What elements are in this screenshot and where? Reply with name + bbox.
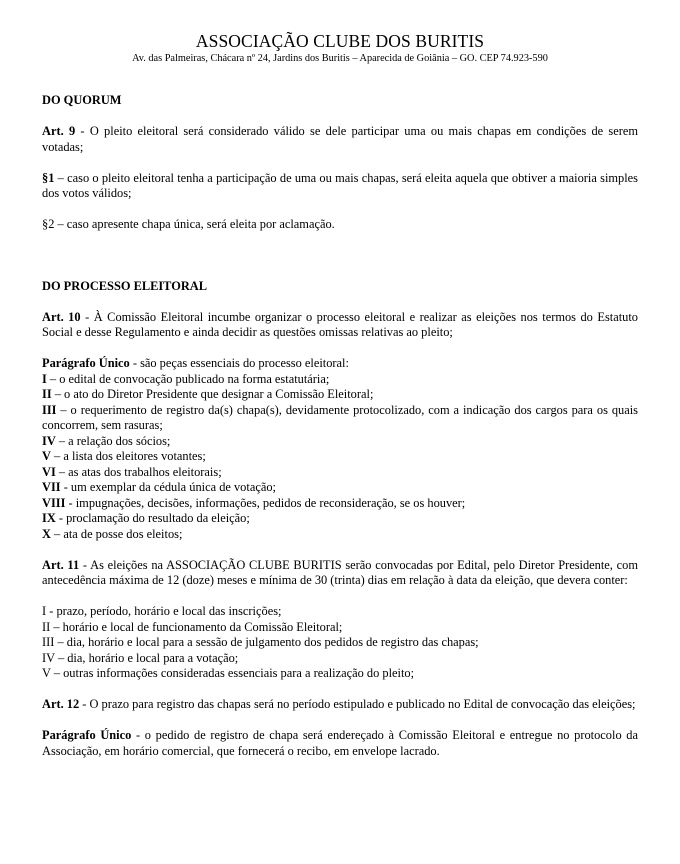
list-item: X – ata de posse dos eleitos; <box>42 526 183 541</box>
list-item: V – outras informações consideradas essenciais para a realização do pleito; <box>42 666 415 680</box>
association-title: ASSOCIAÇÃO CLUBE DOS BURITIS <box>195 31 485 51</box>
paragrafo-unico <box>42 356 638 372</box>
letterhead <box>0 31 680 65</box>
article-text: - À Comissão Eleitoral incumbe organizar o processo eleitoral e realizar as eleições nos termos do Estatuto Social e desse Regulamento e ainda decidir as questões omissas relativas ao pleito; <box>42 309 638 339</box>
list-item: VIII - impugnações, decisões, informações, pedidos de reconsideração, se os houver; <box>42 495 466 510</box>
list-item: IV – a relação dos sócios; <box>42 433 171 448</box>
list-item: VII - um exemplar da cédula única de votação; <box>42 480 276 494</box>
paragraph-text: – caso o pleito eleitoral tenha a participação de uma ou mais chapas, será eleita aquela que obtiver a maioria simples dos votos válidos; <box>42 170 638 200</box>
list-item: II – o ato do Diretor Presidente que designar a Comissão Eleitoral; <box>42 387 374 401</box>
paragrafo-unico-2 <box>42 728 638 759</box>
list-item: III – dia, horário e local para a sessão de julgamento dos pedidos de registro das chapas; <box>42 635 479 649</box>
list-item: VI – as atas dos trabalhos eleitorais; <box>42 464 222 479</box>
list-item: I – o edital de convocação publicado na forma estatutária; <box>42 371 330 386</box>
article-9 <box>42 124 638 155</box>
paragraph-1 <box>42 171 638 202</box>
essential-items-list <box>42 372 638 543</box>
section-heading-quorum: DO QUORUM <box>42 93 122 107</box>
association-address: Av. das Palmeiras, Chácara nº 24, Jardins dos Buritis – Aparecida de Goiânia – GO. CEP 74.923-590 <box>132 53 548 64</box>
list-item: IV – dia, horário e local para a votação; <box>42 650 239 665</box>
article-label: Art. 11 <box>42 557 80 572</box>
list-item: I - prazo, período, horário e local das inscrições; <box>42 604 282 618</box>
document-body <box>42 93 638 759</box>
paragrafo-unico-label: Parágrafo Único <box>42 728 132 742</box>
article-label: Art. 9 <box>42 124 76 138</box>
list-item: III – o requerimento de registro da(s) chapa(s), devidamente protocolizado, com a indicação dos cargos para os quais concorrem, sem rasuras; <box>42 402 638 432</box>
paragrafo-unico-text: - o pedido de registro de chapa será endereçado à Comissão Eleitoral e entregue no protocolo da Associação, em horário comercial, que fornecerá o recibo, em envelope lacrado. <box>42 728 639 758</box>
article-text: - As eleições na ASSOCIAÇÃO CLUBE BURITIS serão convocadas por Edital, pelo Diretor Presidente, com antecedência máxima de 12 (doze) meses e mínima de 30 (trinta) dias em relação à data da eleição, que devera conter: <box>42 557 639 587</box>
paragrafo-unico-text: - são peças essenciais do processo eleitoral: <box>129 356 349 370</box>
article-label: Art. 12 <box>42 697 80 711</box>
paragrafo-unico-label: Parágrafo Único <box>42 356 130 370</box>
article-label: Art. 10 <box>42 309 81 324</box>
edital-items-list <box>42 604 638 682</box>
paragraph-label: §1 <box>42 170 55 185</box>
article-10 <box>42 310 638 341</box>
article-12 <box>42 697 638 713</box>
paragraph-2: §2 – caso apresente chapa única, será eleita por aclamação. <box>42 217 335 231</box>
section-heading-processo-eleitoral: DO PROCESSO ELEITORAL <box>42 278 208 293</box>
list-item: V – a lista dos eleitores votantes; <box>42 449 206 463</box>
article-11 <box>42 558 638 589</box>
list-item: II – horário e local de funcionamento da Comissão Eleitoral; <box>42 619 343 634</box>
article-text: - O prazo para registro das chapas será no período estipulado e publicado no Edital de convocação das eleições; <box>79 697 636 711</box>
article-text: - O pleito eleitoral será considerado válido se dele participar uma ou mais chapas em condições de serem votadas; <box>42 124 639 154</box>
list-item: IX - proclamação do resultado da eleição; <box>42 511 250 525</box>
